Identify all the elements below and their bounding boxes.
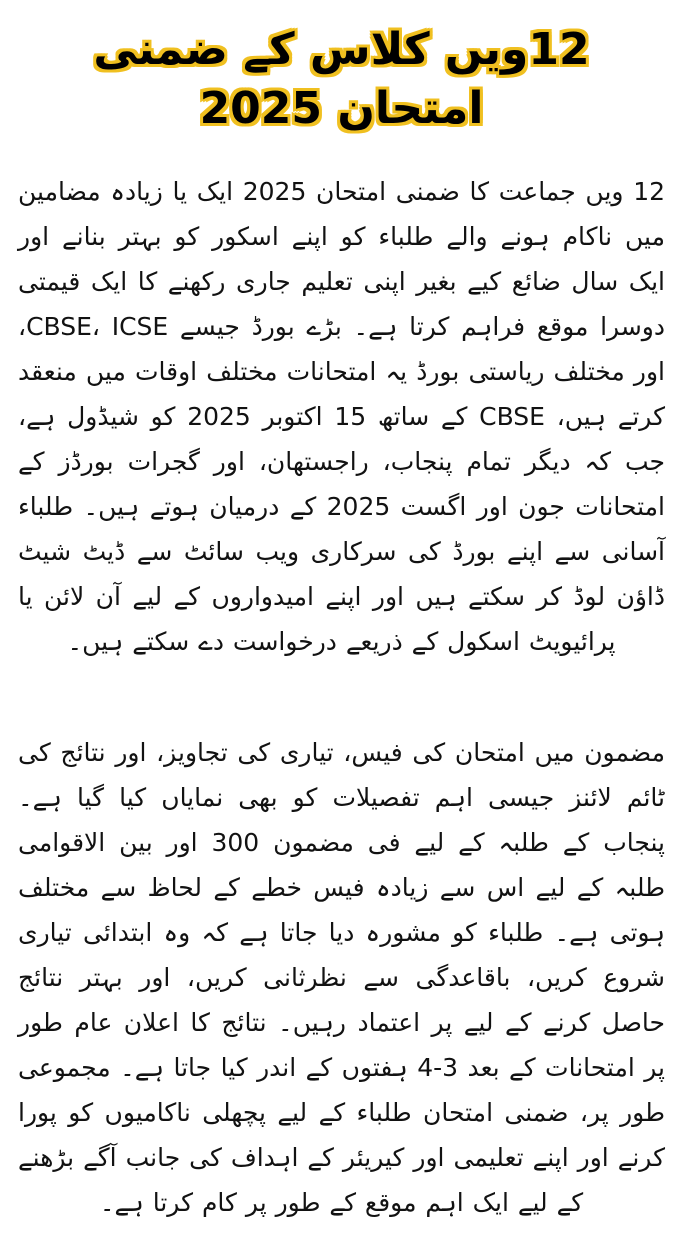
article-header: [14, 20, 669, 139]
paragraph-fees-and-results: مضمون میں امتحان کی فیس، تیاری کی تجاویز، اور نتائج کی ٹائم لائنز جیسی اہم تفصیلات کو بھی نمایاں کیا گیا ہے۔ پنجاب کے طلبہ کے لیے فی مضمون 300 اور بین الاقوامی طلبہ کے لیے اس سے زیادہ فیس خطے کے لحاظ سے مختلف ہوتی ہے۔ طلباء کو مشورہ دیا جاتا ہے کہ وہ ابتدائی تیاری شروع کریں، باقاعدگی سے نظرثانی کریں، اور بہتر نتائج حاصل کرنے کے لیے پر اعتماد رہیں۔ نتائج کا اعلان عام طور پر امتحانات کے بعد 3-4 ہفتوں کے اندر کیا جاتا ہے۔ مجموعی طور پر، ضمنی امتحان طلباء کے لیے پچھلی ناکامیوں کو پورا کرنے اور اپنے تعلیمی اور کیریئر کے اہداف کی جانب آگے بڑھنے کے لیے ایک اہم موقع کے طور پر کام کرتا ہے۔: [18, 737, 665, 1217]
page-title: 12ویں کلاس کے ضمنی امتحان 2025: [93, 24, 590, 135]
article-body: [14, 169, 669, 1225]
paragraph-exam-overview: 12 ویں جماعت کا ضمنی امتحان 2025 ایک یا زیادہ مضامین میں ناکام ہونے والے طلباء کو اپنے اسکور کو بہتر بنانے اور ایک سال ضائع کیے بغیر اپنی تعلیم جاری رکھنے کا ایک قیمتی دوسرا موقع فراہم کرتا ہے۔ بڑے بورڈ جیسے CBSE، ICSE، اور مختلف ریاستی بورڈ یہ امتحانات مختلف اوقات میں منعقد کرتے ہیں، CBSE کے ساتھ 15 اکتوبر 2025 کو شیڈول ہے، جب کہ دیگر تمام پنجاب، راجستھان، اور گجرات بورڈز کے امتحانات جون اور اگست 2025 کے درمیان ہوتے ہیں۔ طلباء آسانی سے اپنے بورڈ کی سرکاری ویب سائٹ سے ڈیٹ شیٹ ڈاؤن لوڈ کر سکتے ہیں اور اپنے امیدواروں کے لیے آن لائن یا پرائیویٹ اسکول کے ذریعے درخواست دے سکتے ہیں۔: [18, 176, 666, 656]
